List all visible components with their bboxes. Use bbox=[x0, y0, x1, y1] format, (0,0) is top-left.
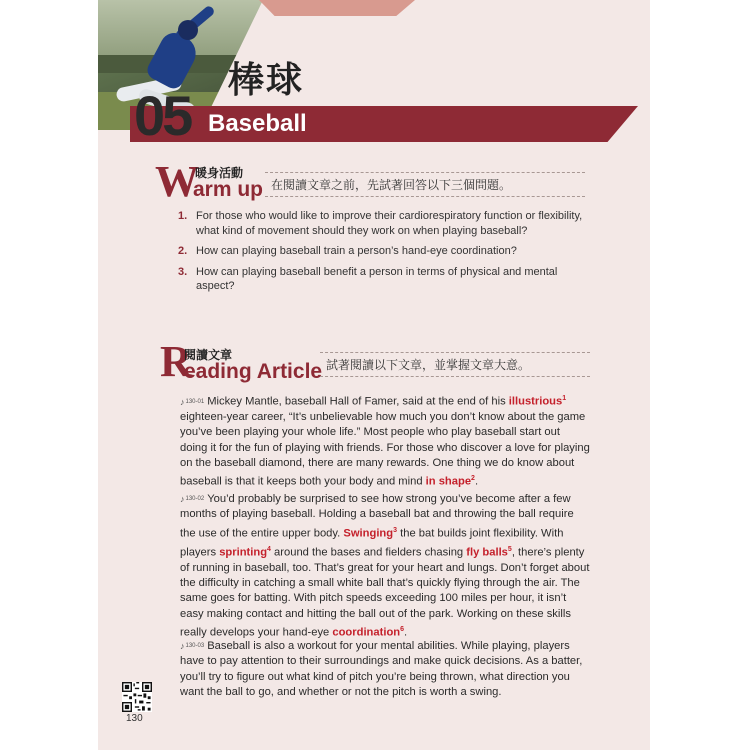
vocabulary-index: 5 bbox=[507, 545, 512, 553]
chapter-title-zh: 棒球 bbox=[228, 59, 305, 100]
vocabulary-index: 1 bbox=[562, 395, 567, 402]
article-paragraph bbox=[180, 492, 590, 641]
question-item: 2. How can playing baseball train a person’s hand-eye coordination? bbox=[178, 245, 517, 257]
article-text: eighteen-year career, “It’s unbelievable how much you don’t know about the game you’ve been playing your whole life.” Most people who play baseball start out doing it for the fun of playing with friends. For those who discover a love for playing on the baseball diamond, there are many rewards. One thing we do know about baseball is that it keeps both your body and mind bbox=[180, 411, 590, 488]
article-text: . bbox=[474, 475, 479, 488]
warmup-divider bbox=[265, 196, 585, 197]
qr-code-icon[interactable] bbox=[122, 682, 152, 712]
vocabulary-keyword: fly balls bbox=[466, 546, 508, 559]
chapter-title-en: Baseball bbox=[208, 110, 307, 137]
qr-code-graphic bbox=[122, 682, 152, 712]
music-note-icon[interactable]: ♪ bbox=[180, 494, 185, 504]
vocabulary-index: 3 bbox=[393, 526, 397, 534]
article-text: You’d probably be surprised to see how strong you’ve become after a few months of playing baseball. Holding a baseball bat and throwing the ball require the use of the entire upper body. bbox=[180, 493, 574, 540]
top-tab-decoration bbox=[259, 0, 415, 16]
warmup-question-list bbox=[178, 209, 590, 300]
reading-big-letter: R bbox=[160, 337, 192, 386]
vocabulary-keyword: sprinting bbox=[219, 546, 268, 559]
article-text: . bbox=[404, 626, 408, 639]
question-item: 3. How can playing baseball benefit a person in terms of physical and mental aspect? bbox=[178, 265, 558, 292]
reading-title-rest: eading Article bbox=[184, 360, 323, 383]
audio-track-tag: 130-02 bbox=[185, 496, 205, 502]
warmup-big-letter: W bbox=[155, 157, 199, 206]
vocabulary-index: 6 bbox=[400, 625, 405, 633]
warmup-label-zh: 暖身活動 bbox=[195, 166, 244, 180]
music-note-icon[interactable]: ♪ bbox=[180, 396, 185, 407]
music-note-icon[interactable]: ♪ bbox=[180, 641, 185, 651]
article-text: Baseball is also a workout for your mental abilities. While playing, players have to pay attention to their surroundings and make quick decisions. As a batter, you’ll try to figure out what kind of pitch you’re being thrown, what direction you want the ball to go, and whether or not the pitch is worth a swing. bbox=[180, 640, 583, 698]
reading-divider bbox=[320, 376, 590, 377]
warmup-instruction: 在閱讀文章之前，先試著回答以下三個問題。 bbox=[271, 178, 512, 192]
reading-divider bbox=[320, 352, 590, 353]
vocabulary-keyword: coordination bbox=[332, 626, 401, 639]
warmup-header bbox=[155, 157, 595, 210]
vocabulary-index: 4 bbox=[267, 545, 271, 553]
warmup-title-rest: arm up bbox=[193, 178, 264, 201]
reading-label-zh: 閱讀文章 bbox=[184, 348, 233, 362]
audio-track-tag: 130-03 bbox=[185, 643, 205, 649]
article-text: the bat builds joint flexibility. With players bbox=[180, 527, 564, 559]
chapter-number: 05 bbox=[134, 84, 191, 147]
pitcher-head bbox=[178, 20, 198, 40]
reading-header bbox=[160, 337, 600, 390]
article-text: Mickey Mantle, baseball Hall of Famer, said at the end of his bbox=[207, 395, 509, 408]
page-number: 130 bbox=[126, 713, 143, 724]
question-item: 1. For those who would like to improve their cardiorespiratory function or flexibility, what kind of movement should they work on when playing baseball? bbox=[178, 210, 583, 237]
article-text: around the bases and fielders chasing bbox=[270, 546, 467, 559]
chapter-title-bar bbox=[130, 106, 638, 142]
reading-instruction: 試著閱讀以下文章，並掌握文章大意。 bbox=[326, 358, 531, 372]
vocabulary-keyword: in shape bbox=[425, 475, 472, 488]
vocabulary-index: 2 bbox=[471, 475, 475, 483]
article-paragraph bbox=[180, 639, 590, 700]
warmup-divider bbox=[265, 172, 585, 173]
audio-track-tag: 130-01 bbox=[185, 398, 205, 405]
vocabulary-keyword: illustrious bbox=[508, 395, 563, 408]
article-paragraph bbox=[180, 391, 590, 490]
vocabulary-keyword: Swinging bbox=[343, 527, 394, 540]
article-text: , there’s plenty of running in baseball, too. That’s great for your heart and lungs. Don’t forget about the difficulty in catching a small white ball that’s quickly flying through the air. The same goes for batting. With pitch speeds exceeding 100 miles per hour, it isn’t easy making contact and hitting the ball out of the park. Working on these skills really develops your hand-eye bbox=[180, 546, 590, 639]
